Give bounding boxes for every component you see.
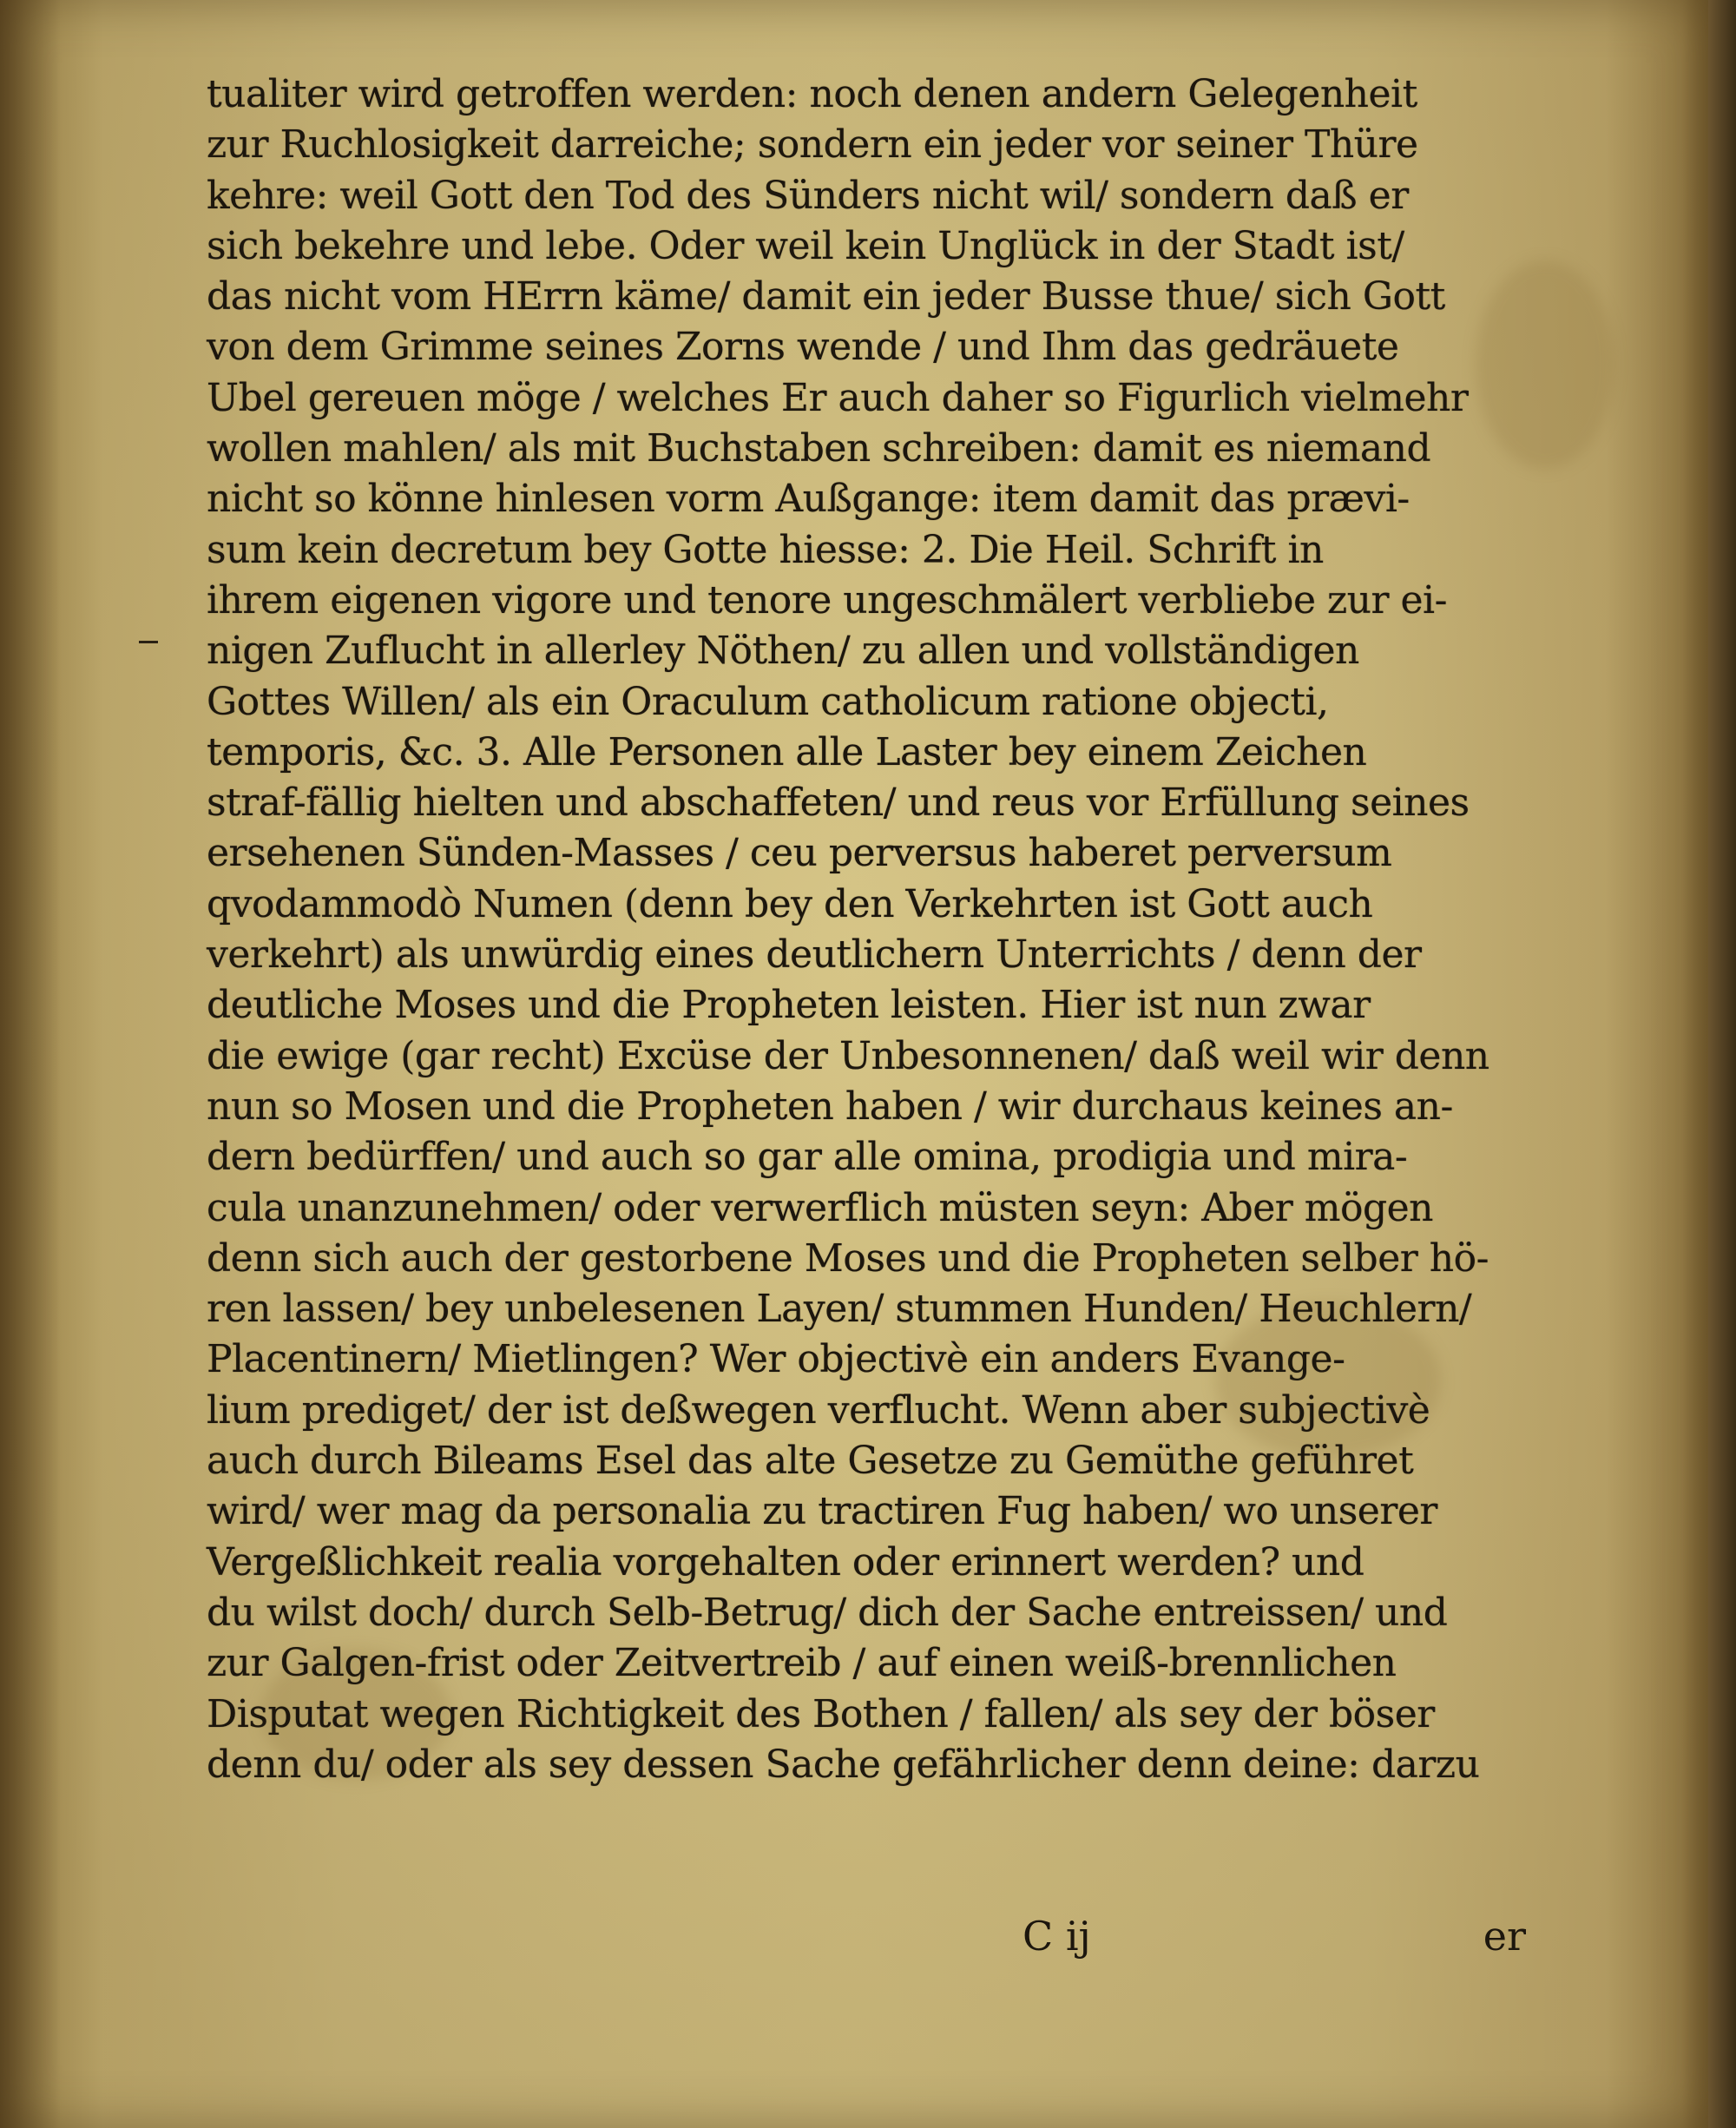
text-line: kehre: weil Gott den Tod des Sünders nicht wil/ sondern daß er bbox=[207, 173, 1409, 218]
text-line: nigen Zuflucht in allerley Nöthen/ zu allen und vollständigen bbox=[207, 629, 1359, 674]
text-line: Ubel gereuen möge / welches Er auch daher so Figurlich vielmehr bbox=[207, 375, 1469, 420]
text-line: cula unanzunehmen/ oder verwerflich müsten seyn: Aber mögen bbox=[207, 1185, 1434, 1230]
text-line: sum kein decretum bey Gotte hiesse: 2. Die Heil. Schrift in bbox=[207, 527, 1324, 572]
text-line: straf-fällig hielten und abschaffeten/ und reus vor Erfüllung seines bbox=[207, 781, 1470, 826]
signature-mark: C ij bbox=[1023, 1913, 1091, 1960]
text-line: ren lassen/ bey unbelesenen Layen/ stummen Hunden/ Heuchlern/ bbox=[207, 1287, 1472, 1332]
text-line: denn du/ oder als sey dessen Sache gefährlicher denn deine: darzu bbox=[207, 1742, 1480, 1787]
text-line: ersehenen Sünden-Masses / ceu perversus haberet perversum bbox=[207, 831, 1392, 876]
text-line: Gottes Willen/ als ein Oraculum catholicum ratione objecti, bbox=[207, 679, 1329, 724]
text-line: sich bekehre und lebe. Oder weil kein Unglück in der Stadt ist/ bbox=[207, 223, 1404, 268]
spine-shadow bbox=[0, 0, 61, 2128]
text-line: denn sich auch der gestorbene Moses und die Propheten selber hö- bbox=[207, 1235, 1489, 1281]
text-line: Vergeßlichkeit realia vorgehalten oder erinnert werden? und bbox=[207, 1539, 1364, 1584]
text-line: die ewige (gar recht) Excüse der Unbesonnenen/ daß weil wir denn bbox=[207, 1033, 1489, 1078]
text-line: du wilst doch/ durch Selb-Betrug/ dich der Sache entreissen/ und bbox=[207, 1590, 1448, 1635]
text-line: nicht so könne hinlesen vorm Außgange: item damit das prævi- bbox=[207, 477, 1410, 522]
text-line: Placentinern/ Mietlingen? Wer objectivè ein anders Evange- bbox=[207, 1337, 1345, 1382]
margin-mark bbox=[139, 641, 158, 643]
text-line: auch durch Bileams Esel das alte Gesetze zu Gemüthe geführet bbox=[207, 1439, 1414, 1484]
text-line: temporis, &c. 3. Alle Personen alle Laster bey einem Zeichen bbox=[207, 729, 1367, 774]
text-line: tualiter wird getroffen werden: noch denen andern Gelegenheit bbox=[207, 72, 1417, 116]
text-line: verkehrt) als unwürdig eines deutlichern Unterrichts / denn der bbox=[207, 932, 1422, 978]
text-line: Disputat wegen Richtigkeit des Bothen / fallen/ als sey der böser bbox=[207, 1691, 1435, 1736]
text-line: zur Ruchlosigkeit darreiche; sondern ein jeder vor seiner Thüre bbox=[207, 122, 1418, 168]
text-line: wird/ wer mag da personalia zu tractiren Fug haben/ wo unserer bbox=[207, 1489, 1437, 1534]
text-line: dern bedürffen/ und auch so gar alle omina, prodigia und mira- bbox=[207, 1135, 1408, 1180]
text-line: deutliche Moses und die Propheten leisten. Hier ist nun zwar bbox=[207, 983, 1371, 1028]
text-line: ihrem eigenen vigore und tenore ungeschmälert verbliebe zur ei- bbox=[207, 577, 1447, 623]
body-text bbox=[207, 69, 1526, 1790]
text-line: qvodammodò Numen (denn bey den Verkehrten ist Gott auch bbox=[207, 881, 1373, 926]
text-line: wollen mahlen/ als mit Buchstaben schreiben: damit es niemand bbox=[207, 426, 1431, 471]
text-line: lium prediget/ der ist deßwegen verflucht. Wenn aber subjectivè bbox=[207, 1387, 1430, 1433]
catchword: er bbox=[1483, 1913, 1526, 1960]
text-line: zur Galgen-frist oder Zeitvertreib / auf einen weiß-brennlichen bbox=[207, 1641, 1397, 1686]
page-edge bbox=[1682, 0, 1708, 2128]
text-line: das nicht vom HErrn käme/ damit ein jeder Busse thue/ sich Gott bbox=[207, 274, 1445, 320]
page-footer bbox=[207, 1910, 1526, 1962]
text-line: nun so Mosen und die Propheten haben / wir durchaus keines an- bbox=[207, 1084, 1453, 1129]
text-line: von dem Grimme seines Zorns wende / und Ihm das gedräuete bbox=[207, 325, 1399, 370]
binding-edge bbox=[1708, 0, 1736, 2128]
